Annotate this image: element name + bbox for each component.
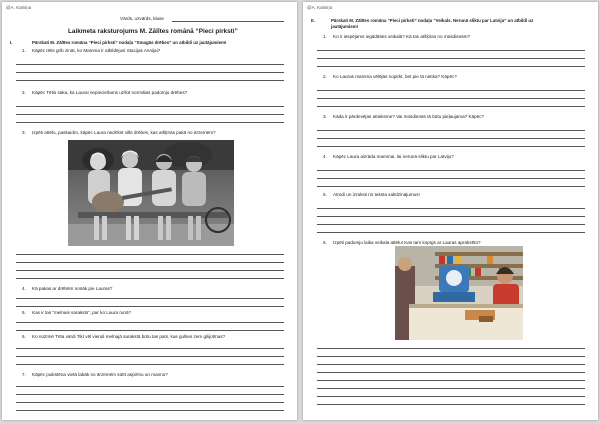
answer-line[interactable]	[16, 364, 284, 365]
section-instruction: Pārskati M. Zālītes romāna “Pieci pirksti” nodaļu “Veikals. Nerunā sliktu par Latviju” un atbildi uz	[331, 18, 534, 23]
answer-line[interactable]	[317, 138, 585, 139]
answer-line[interactable]	[16, 322, 284, 323]
answer-line[interactable]	[317, 50, 585, 51]
answer-line[interactable]	[16, 402, 284, 403]
question-number: 1.	[323, 34, 327, 39]
answer-line[interactable]	[317, 224, 585, 225]
question-number: 3.	[22, 130, 26, 135]
answer-line[interactable]	[16, 254, 284, 255]
question-text: Ko nozīmē Tēta vārdi Tikt vēl viendi melnajā sarakstā būtu tas pats, kas gulties zem gilijotīnas?	[32, 334, 226, 339]
answer-line[interactable]	[16, 386, 284, 387]
answer-line[interactable]	[16, 356, 284, 357]
answer-line[interactable]	[16, 306, 284, 307]
answer-line[interactable]	[16, 278, 284, 279]
question-number: 2.	[22, 90, 26, 95]
answer-line[interactable]	[317, 170, 585, 171]
answer-line[interactable]	[317, 380, 585, 381]
answer-line[interactable]	[16, 114, 284, 115]
answer-line[interactable]	[317, 388, 585, 389]
answer-line[interactable]	[317, 396, 585, 397]
worksheet-page-2	[303, 2, 598, 420]
question-number: 4.	[323, 154, 327, 159]
section-number: II.	[311, 18, 315, 23]
answer-line[interactable]	[317, 130, 585, 131]
question-number: 6.	[323, 240, 327, 245]
question-number: 5.	[22, 310, 26, 315]
answer-line[interactable]	[16, 298, 284, 299]
author-credit: @A. Kalniņa	[307, 5, 333, 10]
question-number: 2.	[323, 74, 327, 79]
section-instruction: Pārskati M. Zālītes romāna “Pieci pirksti” nodaļu “Smagās drēbes” un atbildi uz jautājumiem!	[32, 40, 227, 45]
answer-line[interactable]	[317, 404, 585, 405]
answer-line[interactable]	[317, 208, 585, 209]
question-text: Ko Lauras mamma vēlējās nopirkt, bet pie tā netika? Kāpēc?	[333, 74, 457, 79]
question-number: 6.	[22, 334, 26, 339]
answer-line[interactable]	[16, 122, 284, 123]
question-number: 3.	[323, 114, 327, 119]
question-text: Izpēti padomju laika veikala attēlu! Kas tam kopīgs ar Lauras aprakstīto?	[333, 240, 481, 245]
answer-line[interactable]	[16, 80, 284, 81]
question-number: 7.	[22, 372, 26, 377]
girls-photo	[68, 140, 234, 246]
answer-line[interactable]	[317, 372, 585, 373]
question-number: 5.	[323, 192, 327, 197]
answer-line[interactable]	[16, 270, 284, 271]
question-text: Ko ir iespējams iegādāties veikalā? Kā tas atšķiras no mūsdienām?	[333, 34, 471, 39]
question-text: Atrodi un izraksti no teksta salīdzinājumus!	[333, 192, 420, 197]
answer-line[interactable]	[317, 146, 585, 147]
question-text: Kā pakas ar drēbēm nonāk pie Lauras?	[32, 286, 113, 291]
answer-line[interactable]	[317, 186, 585, 187]
answer-line[interactable]	[16, 72, 284, 73]
author-credit: @A. Kalniņa	[6, 5, 32, 10]
question-text: Kāpēc puikstēna vietā labāk no ārzemēm sūtīt aspirīnu un mannu?	[32, 372, 168, 377]
answer-line[interactable]	[16, 106, 284, 107]
question-text: Kāpēc Laura aizrāda mammai, lai nerunā sliktu par Latviju?	[333, 154, 454, 159]
answer-line[interactable]	[16, 348, 284, 349]
page-title: Laikmeta raksturojums M. Zālītes romānā “Pieci pirksti”	[68, 28, 238, 35]
answer-line[interactable]	[317, 232, 585, 233]
answer-line[interactable]	[317, 348, 585, 349]
section-number: I.	[10, 40, 13, 45]
section-instruction-cont: jautājumiem!	[331, 24, 359, 29]
answer-line[interactable]	[317, 364, 585, 365]
answer-line[interactable]	[317, 98, 585, 99]
question-text: Kāda ir pārdevējas attieksme? Vai mūsdienās tā būtu pieļaujama? Kāpēc?	[333, 114, 485, 119]
answer-line[interactable]	[317, 106, 585, 107]
answer-line[interactable]	[317, 66, 585, 67]
question-text: Kāpēc tētis grib zināt, ko Mamma ir atbildējusi Stacijas Annijai?	[32, 48, 161, 53]
answer-line[interactable]	[317, 356, 585, 357]
answer-line[interactable]	[317, 90, 585, 91]
question-text: Kāpēc Tētis saka, ka Laurai nepieciešams uzšūt normālas padomju drēbes?	[32, 90, 188, 95]
worksheet-page-1	[2, 2, 297, 420]
question-number: 4.	[22, 286, 26, 291]
answer-line[interactable]	[317, 178, 585, 179]
name-field-label: Vārds, uzvārds, klase	[120, 16, 164, 21]
question-text: Izpēti attēlu, paskaidro, kāpēc Laura nedrīkst vilkt drēbes, kas atšķīrās pakā no ārzemēm?	[32, 130, 216, 135]
soviet-shop-photo	[395, 246, 523, 340]
answer-line[interactable]	[16, 410, 284, 411]
question-text: Kas ir tas “melnais saraksts”, par ko Laura runā?	[32, 310, 132, 315]
answer-line[interactable]	[16, 262, 284, 263]
answer-line[interactable]	[317, 216, 585, 217]
question-number: 1.	[22, 48, 26, 53]
answer-line[interactable]	[16, 394, 284, 395]
answer-line[interactable]	[16, 64, 284, 65]
answer-line[interactable]	[16, 330, 284, 331]
name-field-line[interactable]	[172, 21, 284, 22]
answer-line[interactable]	[317, 58, 585, 59]
